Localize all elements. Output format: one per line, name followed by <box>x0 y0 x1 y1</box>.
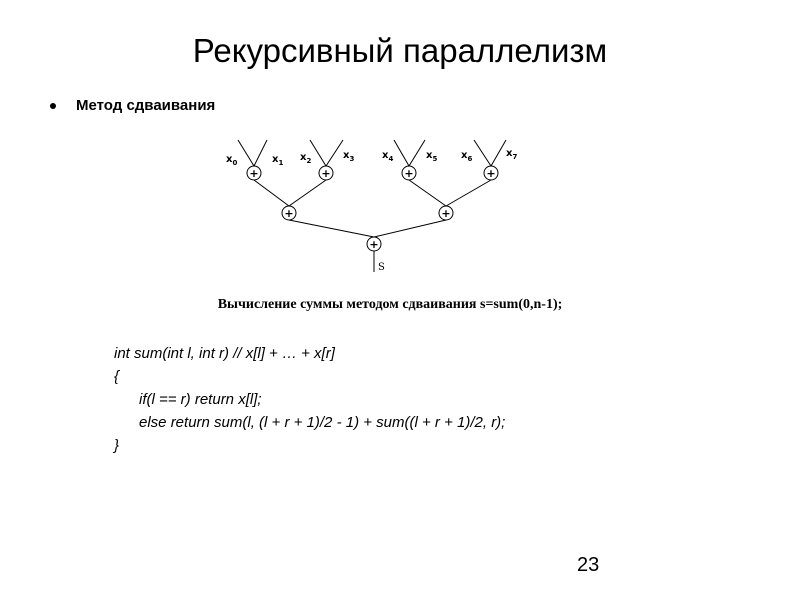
input-label-base: x <box>461 150 468 161</box>
input-edge <box>326 140 343 166</box>
adder-node-operator: + <box>404 167 414 180</box>
tree-edge <box>289 180 326 206</box>
input-label-base: x <box>272 154 279 165</box>
adder-node <box>282 206 296 220</box>
adder-node <box>484 166 498 180</box>
input-label <box>506 148 517 161</box>
tree-edge <box>374 220 446 237</box>
adder-node <box>439 206 453 220</box>
input-label-subscript: 2 <box>306 157 312 165</box>
input-edge <box>310 140 326 166</box>
code-line: else return sum(l, (l + r + 1)/2 - 1) + sum((l + r + 1)/2, r); <box>114 414 506 431</box>
code-block <box>114 342 505 457</box>
input-edge <box>254 140 267 166</box>
input-label-subscript: 5 <box>432 155 438 163</box>
input-edge <box>491 140 506 166</box>
input-label-subscript: 4 <box>388 155 394 163</box>
input-label <box>382 150 393 163</box>
code-line: if(l == r) return x[l]; <box>114 391 262 408</box>
page-number: 23 <box>577 554 600 576</box>
diagram-caption: Вычисление суммы методом сдваивания s=sum(0,n-1); <box>217 297 563 312</box>
input-label-subscript: 6 <box>467 155 473 163</box>
input-label <box>300 152 311 165</box>
code-line: int sum(int l, int r) // x[l] + … + x[r] <box>114 345 335 362</box>
input-label-base: x <box>343 150 350 161</box>
bullet-text: Метод сдваивания <box>76 97 216 114</box>
input-label-subscript: 3 <box>349 155 355 163</box>
tree-edge <box>446 180 491 206</box>
code-line: } <box>114 437 120 454</box>
input-edge <box>238 140 254 166</box>
input-label <box>226 154 237 167</box>
adder-node <box>402 166 416 180</box>
adder-node-operator: + <box>486 167 496 180</box>
input-edge <box>394 140 409 166</box>
input-label-base: x <box>426 150 433 161</box>
tree-edge <box>254 180 289 206</box>
input-label-subscript: 0 <box>232 159 238 167</box>
tree-edge <box>289 220 374 237</box>
input-label-subscript: 1 <box>278 159 284 167</box>
adder-node-operator: + <box>321 167 331 180</box>
adder-node-operator: + <box>249 167 259 180</box>
input-label <box>272 154 283 167</box>
adder-node <box>367 237 381 251</box>
output-label: S <box>378 262 385 273</box>
input-label-base: x <box>300 152 307 163</box>
adder-node-operator: + <box>284 207 294 220</box>
adder-node-operator: + <box>369 238 379 251</box>
input-edge <box>409 140 425 166</box>
input-edge <box>474 140 491 166</box>
input-label-base: x <box>382 150 389 161</box>
adder-node <box>319 166 333 180</box>
adder-node-operator: + <box>441 207 451 220</box>
input-label <box>461 150 472 163</box>
slide-title: Рекурсивный параллелизм <box>192 32 608 69</box>
input-label-base: x <box>506 148 513 159</box>
tree-edge <box>409 180 446 206</box>
input-label <box>426 150 437 163</box>
input-label-subscript: 7 <box>512 153 518 161</box>
input-label-base: x <box>226 154 233 165</box>
input-label <box>343 150 354 163</box>
adder-node <box>247 166 261 180</box>
code-line: { <box>114 368 120 385</box>
